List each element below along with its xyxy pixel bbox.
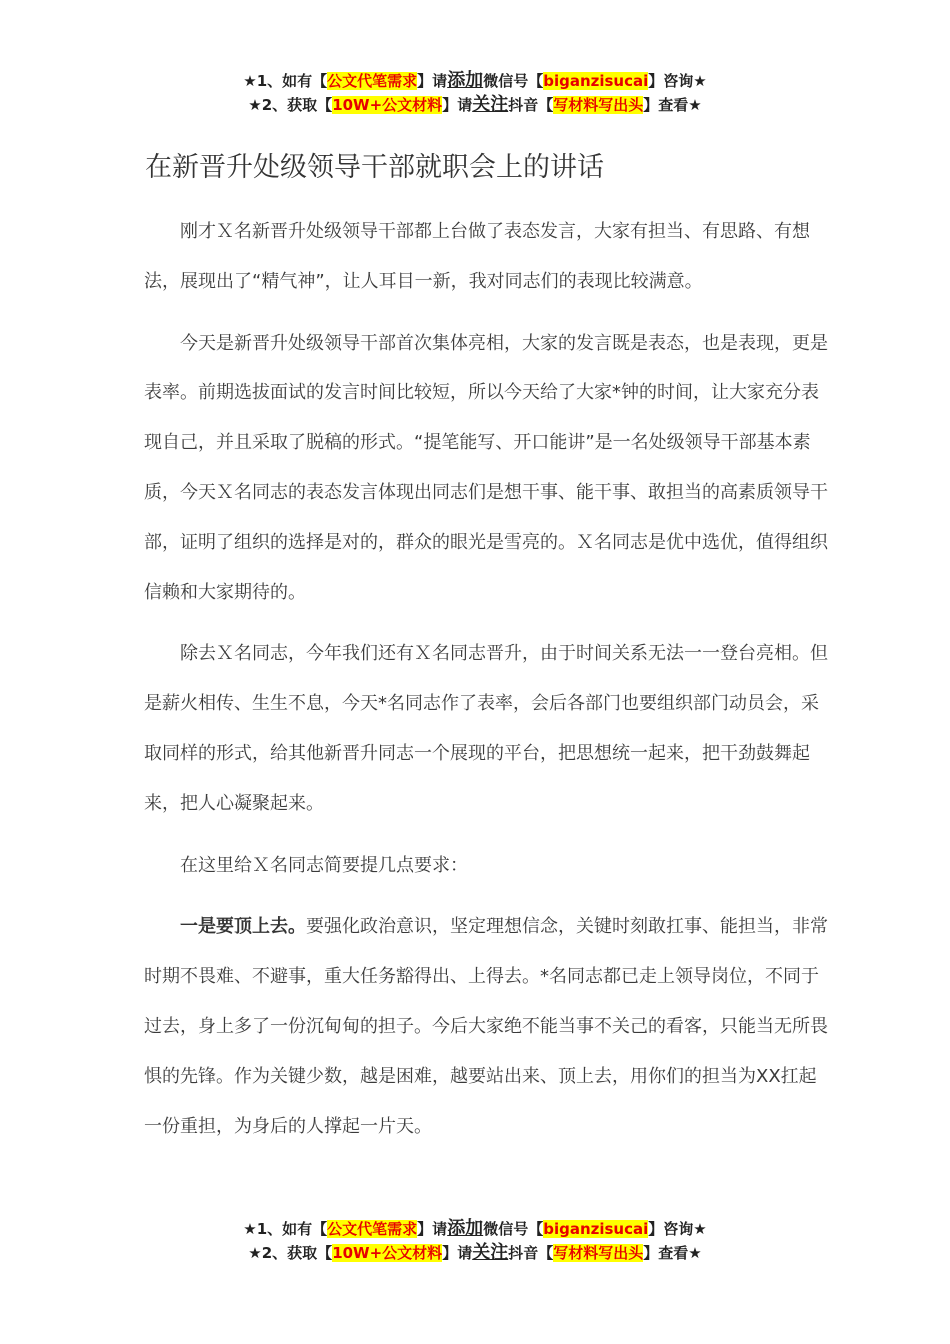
paragraph: 刚才Ｘ名新晋升处级领导干部都上台做了表态发言，大家有担当、有思路、有想法，展现出了“精气神”，让人耳目一新，我对同志们的表现比较满意。 <box>144 221 810 292</box>
underlined-text: 关注 <box>472 94 509 115</box>
banner-text: 微信号【 <box>483 72 544 90</box>
footer-banner <box>0 1217 950 1265</box>
highlight-text: 10W+公文材料 <box>332 96 443 114</box>
banner-text: 】查看★ <box>643 96 702 114</box>
underlined-text: 添加 <box>447 70 484 91</box>
banner-text: 】咨询★ <box>648 1220 707 1238</box>
banner-text: 】请 <box>417 72 448 90</box>
banner-line-1 <box>0 69 950 93</box>
banner-line-2 <box>0 93 950 117</box>
point-lead: 一是要顶上去。 <box>180 916 306 938</box>
banner-text: 】咨询★ <box>648 72 707 90</box>
underlined-text: 添加 <box>447 1218 484 1239</box>
header-banner <box>0 69 950 117</box>
paragraph-point-1 <box>144 902 830 1151</box>
paragraph: 今天是新晋升处级领导干部首次集体亮相，大家的发言既是表态，也是表现，更是表率。前期选拔面试的发言时间比较短，所以今天给了大家*钟的时间，让大家充分表现自己，并且采取了脱稿的形式。“提笔能写、开口能讲”是一名处级领导干部基本素质，今天Ｘ名同志的表态发言体现出同志们是想干事、能干事、敢担当的高素质领导干部，证明了组织的选择是对的，群众的眼光是雪亮的。Ｘ名同志是优中选优，值得组织信赖和大家期待的。 <box>144 332 828 603</box>
banner-text: 】请 <box>417 1220 448 1238</box>
banner-line-1 <box>0 1217 950 1241</box>
document-body <box>144 207 830 1163</box>
banner-text: 】查看★ <box>643 1244 702 1262</box>
banner-text: 抖音【 <box>508 96 554 114</box>
banner-text: ★2、获取【 <box>248 1244 333 1262</box>
douyin-account: 写材料写出头 <box>553 1244 644 1262</box>
banner-text: ★2、获取【 <box>248 96 333 114</box>
document-title: 在新晋升处级领导干部就职会上的讲话 <box>145 152 604 183</box>
banner-text: ★1、如有【 <box>243 1220 328 1238</box>
highlight-text: 公文代笔需求 <box>327 72 418 90</box>
paragraph: 在这里给Ｘ名同志简要提几点要求： <box>180 854 468 876</box>
douyin-account: 写材料写出头 <box>553 96 644 114</box>
highlight-text: 公文代笔需求 <box>327 1220 418 1238</box>
highlight-text: 10W+公文材料 <box>332 1244 443 1262</box>
point-text: 要强化政治意识，坚定理想信念，关键时刻敢扛事、能担当，非常时期不畏难、不避事，重大任务豁得出、上得去。*名同志都已走上领导岗位，不同于过去，身上多了一份沉甸甸的担子。今后大家绝不能当事不关己的看客，只能当无所畏惧的先锋。作为关键少数，越是困难，越要站出来、顶上去，用你们的担当为XX扛起一份重担，为身后的人撑起一片天。 <box>144 916 828 1137</box>
banner-text: 微信号【 <box>483 1220 544 1238</box>
banner-line-2 <box>0 1241 950 1265</box>
banner-text: 】请 <box>442 96 473 114</box>
wechat-id: biganzisucai <box>543 1220 649 1238</box>
banner-text: 】请 <box>442 1244 473 1262</box>
paragraph: 除去Ｘ名同志，今年我们还有Ｘ名同志晋升，由于时间关系无法一一登台亮相。但是薪火相传、生生不息，今天*名同志作了表率，会后各部门也要组织部门动员会，采取同样的形式，给其他新晋升同志一个展现的平台，把思想统一起来，把干劲鼓舞起来，把人心凝聚起来。 <box>144 643 828 814</box>
banner-text: ★1、如有【 <box>243 72 328 90</box>
banner-text: 抖音【 <box>508 1244 554 1262</box>
wechat-id: biganzisucai <box>543 72 649 90</box>
underlined-text: 关注 <box>472 1242 509 1263</box>
